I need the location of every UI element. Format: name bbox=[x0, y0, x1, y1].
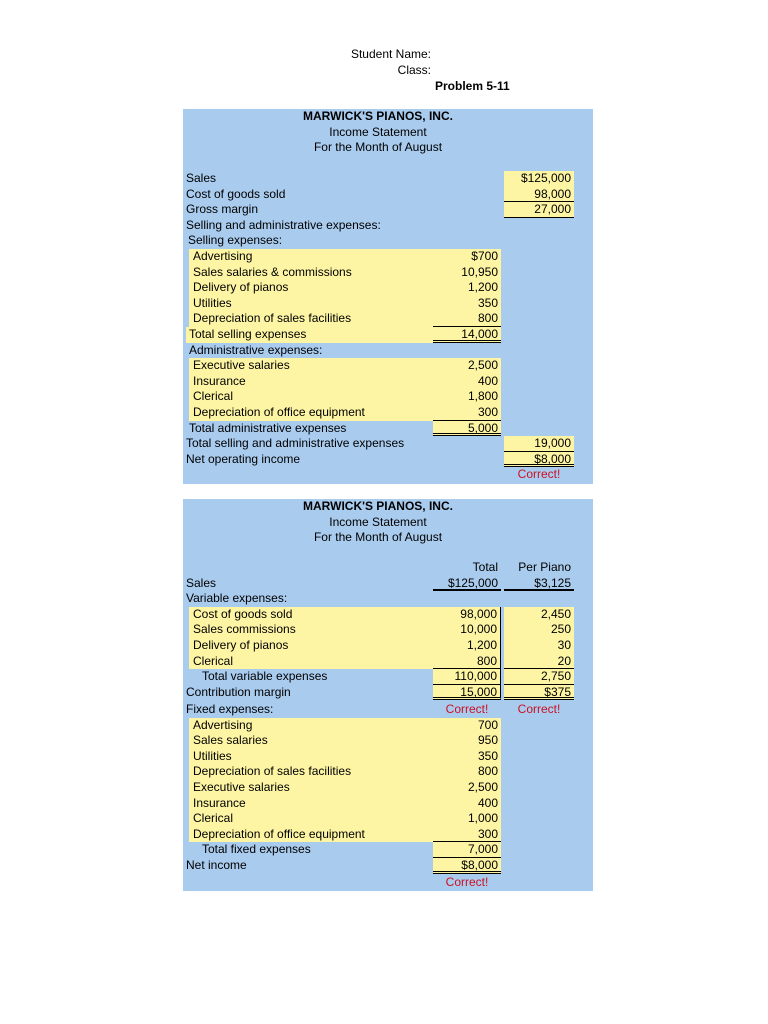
admin-row bbox=[183, 358, 593, 374]
fixed-item-label: Clerical bbox=[189, 811, 437, 827]
noi-label: Net operating income bbox=[186, 451, 301, 466]
gross-margin-row bbox=[183, 202, 593, 218]
selling-item-value[interactable]: $700 bbox=[433, 249, 501, 265]
net-income-row bbox=[183, 858, 593, 874]
contribution-income-statement bbox=[183, 499, 593, 891]
fixed-item-label: Depreciation of office equipment bbox=[189, 827, 437, 843]
total-variable-label: Total variable expenses bbox=[202, 669, 328, 684]
variable-item-label: Cost of goods sold bbox=[189, 607, 437, 623]
contribution-margin-row bbox=[183, 685, 593, 701]
fixed-item-value[interactable]: 400 bbox=[433, 796, 501, 812]
variable-item-label: Delivery of pianos bbox=[189, 638, 437, 654]
class-label: Class: bbox=[397, 63, 431, 77]
contribution-margin-per[interactable]: $375 bbox=[504, 685, 574, 701]
fixed-item-value[interactable]: 700 bbox=[433, 718, 501, 734]
selling-item-value[interactable]: 10,950 bbox=[433, 265, 501, 281]
total-admin-value[interactable]: 5,000 bbox=[433, 421, 501, 437]
cogs-label: Cost of goods sold bbox=[186, 186, 286, 201]
total-fixed-value[interactable]: 7,000 bbox=[433, 842, 501, 858]
fixed-row bbox=[183, 827, 593, 843]
admin-row bbox=[183, 374, 593, 390]
variable-row bbox=[183, 638, 593, 654]
fixed-row bbox=[183, 811, 593, 827]
col-total-header: Total bbox=[472, 560, 498, 574]
fixed-item-value[interactable]: 800 bbox=[433, 764, 501, 780]
company-name: MARWICK'S PIANOS, INC. bbox=[303, 499, 453, 513]
fixed-row bbox=[183, 749, 593, 765]
correct-indicator-total: Correct! bbox=[445, 702, 489, 716]
fixed-item-value[interactable]: 2,500 bbox=[433, 780, 501, 796]
selling-row bbox=[183, 280, 593, 296]
statement-period: For the Month of August bbox=[313, 140, 443, 155]
variable-item-total[interactable]: 800 bbox=[433, 654, 501, 670]
fixed-row bbox=[183, 796, 593, 812]
selling-item-label: Delivery of pianos bbox=[189, 280, 437, 296]
selling-row bbox=[183, 296, 593, 312]
correct-row bbox=[183, 467, 593, 483]
fixed-item-label: Advertising bbox=[189, 718, 437, 734]
correct-indicator: Correct! bbox=[517, 467, 561, 482]
fixed-item-label: Executive salaries bbox=[189, 780, 437, 796]
variable-item-label: Sales commissions bbox=[189, 622, 437, 638]
variable-item-per[interactable]: 2,450 bbox=[504, 607, 574, 623]
fixed-heading: Fixed expenses: bbox=[186, 702, 274, 716]
selling-heading-row bbox=[183, 233, 593, 249]
gross-margin-value[interactable]: 27,000 bbox=[504, 202, 574, 218]
admin-heading-row bbox=[183, 343, 593, 359]
total-admin-row bbox=[183, 421, 593, 437]
variable-row bbox=[183, 607, 593, 623]
admin-item-label: Executive salaries bbox=[189, 358, 437, 374]
variable-heading: Variable expenses: bbox=[186, 591, 288, 606]
admin-item-label: Insurance bbox=[189, 374, 437, 390]
total-fixed-label: Total fixed expenses bbox=[202, 842, 311, 857]
variable-heading-row bbox=[183, 591, 593, 607]
selling-item-value[interactable]: 1,200 bbox=[433, 280, 501, 296]
sa-heading-row bbox=[183, 218, 593, 234]
variable-item-total[interactable]: 1,200 bbox=[433, 638, 501, 654]
gross-margin-label: Gross margin bbox=[186, 202, 259, 217]
variable-item-label: Clerical bbox=[189, 654, 437, 670]
fixed-item-label: Depreciation of sales facilities bbox=[189, 764, 437, 780]
column-headers bbox=[183, 560, 593, 576]
selling-item-label: Sales salaries & commissions bbox=[189, 265, 437, 281]
variable-item-total[interactable]: 98,000 bbox=[433, 607, 501, 623]
total-fixed-row bbox=[183, 842, 593, 858]
total-variable-per[interactable]: 2,750 bbox=[504, 669, 574, 685]
total-variable-row bbox=[183, 669, 593, 685]
cogs-row bbox=[183, 187, 593, 203]
total-selling-label: Total selling expenses bbox=[186, 327, 436, 343]
fixed-row bbox=[183, 780, 593, 796]
selling-item-label: Depreciation of sales facilities bbox=[189, 311, 437, 327]
variable-item-per[interactable]: 20 bbox=[504, 654, 574, 670]
statement-title: Income Statement bbox=[329, 124, 427, 139]
total-sa-value[interactable]: 19,000 bbox=[504, 436, 574, 452]
sales-row bbox=[183, 576, 593, 592]
noi-row bbox=[183, 452, 593, 468]
variable-item-per[interactable]: 250 bbox=[504, 622, 574, 638]
fixed-item-label: Utilities bbox=[189, 749, 437, 765]
company-name: MARWICK'S PIANOS, INC. bbox=[303, 109, 453, 123]
correct-indicator-per: Correct! bbox=[517, 702, 561, 716]
selling-row bbox=[183, 249, 593, 265]
variable-item-per[interactable]: 30 bbox=[504, 638, 574, 654]
fixed-row bbox=[183, 733, 593, 749]
total-admin-label: Total administrative expenses bbox=[189, 420, 347, 435]
selling-row bbox=[183, 265, 593, 281]
admin-item-label: Depreciation of office equipment bbox=[189, 405, 437, 421]
fixed-item-label: Sales salaries bbox=[189, 733, 437, 749]
statement-period: For the Month of August bbox=[313, 530, 443, 545]
admin-item-value[interactable]: 1,800 bbox=[433, 389, 501, 405]
contribution-margin-label: Contribution margin bbox=[186, 684, 291, 699]
fixed-item-value[interactable]: 950 bbox=[433, 733, 501, 749]
fixed-item-value[interactable]: 350 bbox=[433, 749, 501, 765]
admin-item-value[interactable]: 300 bbox=[433, 405, 501, 421]
fixed-heading-row bbox=[183, 702, 593, 718]
total-selling-row bbox=[183, 327, 593, 343]
sales-row bbox=[183, 171, 593, 187]
net-income-value[interactable]: $8,000 bbox=[433, 858, 501, 874]
selling-row bbox=[183, 311, 593, 327]
fixed-row bbox=[183, 718, 593, 734]
cogs-value[interactable]: 98,000 bbox=[504, 187, 574, 203]
variable-row bbox=[183, 622, 593, 638]
problem-title: Problem 5-11 bbox=[435, 79, 510, 93]
total-variable-total[interactable]: 110,000 bbox=[433, 669, 501, 685]
selling-item-value[interactable]: 350 bbox=[433, 296, 501, 312]
fixed-item-value[interactable]: 300 bbox=[433, 827, 501, 843]
variable-item-total[interactable]: 10,000 bbox=[433, 622, 501, 638]
correct-row bbox=[183, 875, 593, 891]
selling-item-label: Advertising bbox=[189, 249, 437, 265]
fixed-item-label: Insurance bbox=[189, 796, 437, 812]
admin-item-label: Clerical bbox=[189, 389, 437, 405]
admin-item-value[interactable]: 2,500 bbox=[433, 358, 501, 374]
sales-total: $125,000 bbox=[433, 576, 501, 592]
admin-item-value[interactable]: 400 bbox=[433, 374, 501, 390]
variable-row bbox=[183, 654, 593, 670]
admin-heading: Administrative expenses: bbox=[189, 342, 323, 357]
traditional-income-statement bbox=[183, 109, 593, 484]
noi-value[interactable]: $8,000 bbox=[504, 452, 574, 468]
sales-label: Sales bbox=[186, 171, 217, 185]
total-selling-value[interactable]: 14,000 bbox=[433, 327, 501, 343]
correct-indicator: Correct! bbox=[445, 874, 489, 889]
col-per-piano-header: Per Piano bbox=[518, 560, 571, 574]
sales-label: Sales bbox=[186, 575, 217, 590]
fixed-row bbox=[183, 764, 593, 780]
sales-per-piano: $3,125 bbox=[504, 576, 574, 592]
total-sa-row bbox=[183, 436, 593, 452]
selling-heading: Selling expenses: bbox=[188, 233, 283, 248]
admin-row bbox=[183, 405, 593, 421]
selling-item-value[interactable]: 800 bbox=[433, 311, 501, 327]
student-name-label: Student Name: bbox=[350, 47, 431, 61]
statement-title: Income Statement bbox=[329, 514, 427, 529]
sales-value[interactable]: $125,000 bbox=[504, 171, 574, 187]
net-income-label: Net income bbox=[186, 858, 247, 872]
contribution-margin-total[interactable]: 15,000 bbox=[433, 685, 501, 701]
total-sa-label: Total selling and administrative expenses bbox=[186, 436, 405, 451]
sa-heading: Selling and administrative expenses: bbox=[186, 217, 381, 232]
fixed-item-value[interactable]: 1,000 bbox=[433, 811, 501, 827]
selling-item-label: Utilities bbox=[189, 296, 437, 312]
admin-row bbox=[183, 389, 593, 405]
